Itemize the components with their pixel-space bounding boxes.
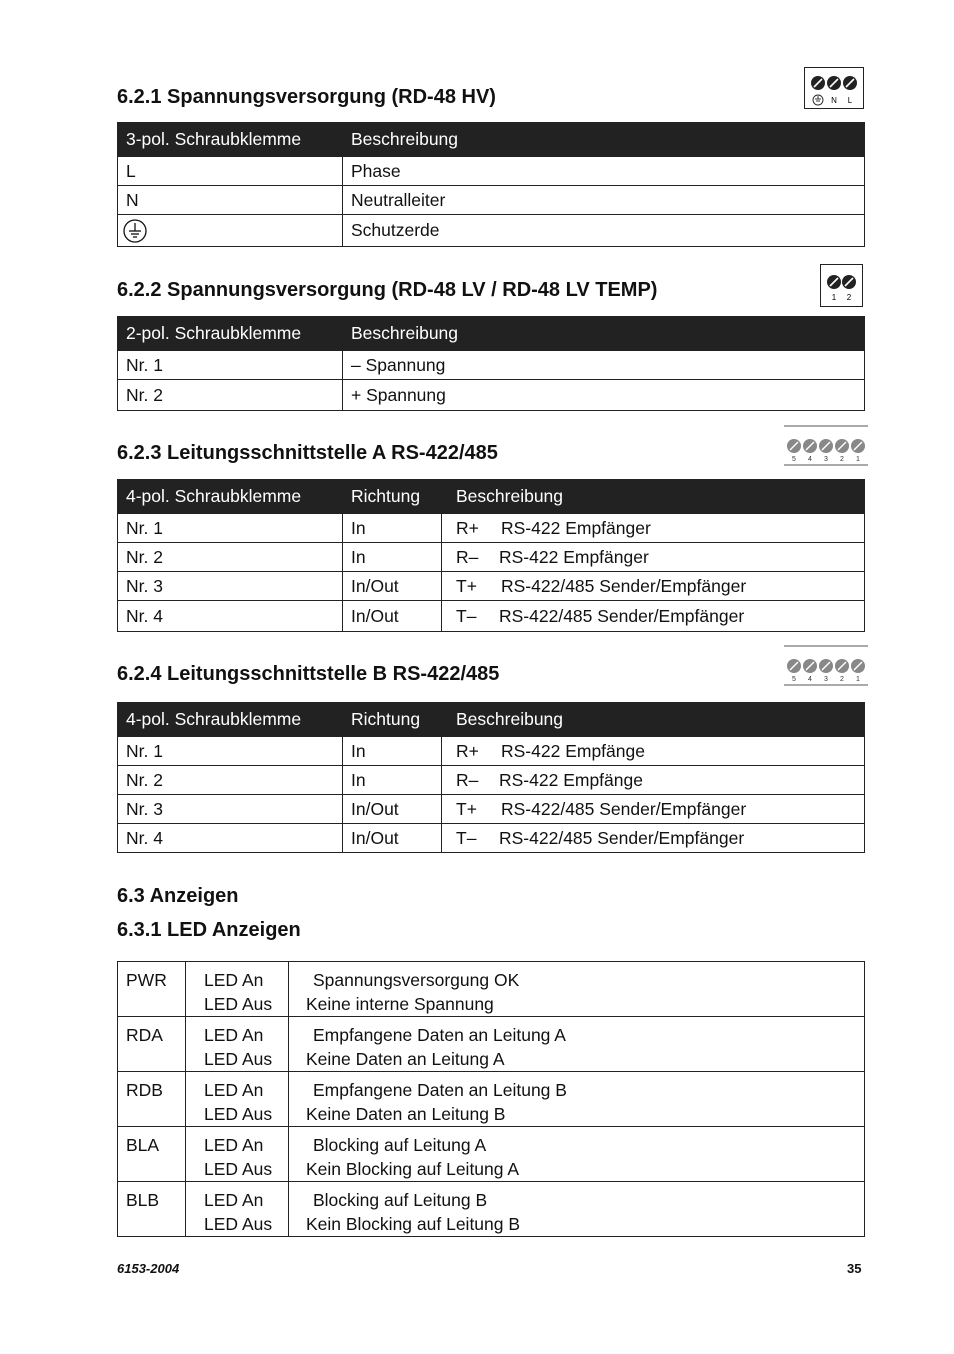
table-row — [118, 824, 865, 853]
column-header: 4-pol. Schraubklemme — [118, 703, 343, 737]
column-header: 4-pol. Schraubklemme — [118, 480, 343, 514]
table-row — [118, 795, 865, 824]
table-cell: In — [343, 514, 442, 543]
table-cell: In — [343, 737, 442, 766]
table-cell: Phase — [343, 157, 865, 186]
table-cell: Nr. 3 — [118, 795, 343, 824]
table-cell: In/Out — [343, 824, 442, 853]
svg-text:1: 1 — [856, 456, 860, 463]
table-row — [118, 572, 865, 601]
table-cell: Schutzerde — [343, 215, 865, 247]
table-cell: BLA — [118, 1127, 186, 1182]
table-interface-a — [117, 479, 865, 632]
table-cell: N — [118, 186, 343, 215]
terminal-2pol-icon — [820, 264, 863, 307]
column-header: Richtung — [343, 703, 442, 737]
svg-text:4: 4 — [808, 456, 812, 463]
svg-text:3: 3 — [824, 456, 828, 463]
table-cell: T+ RS-422/485 Sender/Empfänger — [442, 795, 865, 824]
table-cell: L — [118, 157, 343, 186]
table-row — [118, 766, 865, 795]
table-row — [118, 514, 865, 543]
table-cell: Empfangene Daten an Leitung A Keine Daten an Leitung A — [289, 1017, 865, 1072]
table-cell: R+ RS-422 Empfänger — [442, 514, 865, 543]
protective-earth-icon — [122, 218, 148, 244]
table-cell: Nr. 1 — [118, 351, 343, 380]
table-row — [118, 351, 865, 380]
table-row — [118, 1072, 865, 1127]
table-cell: Nr. 2 — [118, 766, 343, 795]
terminal-label: N — [831, 96, 837, 105]
terminal-5pol-icon — [784, 645, 868, 687]
table-row — [118, 186, 865, 215]
table-cell — [118, 215, 343, 247]
table-cell: Nr. 1 — [118, 514, 343, 543]
table-cell: Nr. 2 — [118, 380, 343, 411]
table-cell: – Spannung — [343, 351, 865, 380]
table-2pol — [117, 316, 865, 411]
table-cell: RDA — [118, 1017, 186, 1072]
terminal-label: 2 — [846, 293, 852, 302]
svg-text:5: 5 — [792, 456, 796, 463]
section-title-6-2-3: 6.2.3 Leitungsschnittstelle A RS-422/485 — [117, 442, 498, 464]
table-cell: PWR — [118, 962, 186, 1017]
terminal-3pol-icon — [804, 67, 864, 109]
table-cell: Nr. 4 — [118, 824, 343, 853]
table-cell: T+ RS-422/485 Sender/Empfänger — [442, 572, 865, 601]
terminal-label: 1 — [831, 293, 837, 302]
table-cell: In — [343, 543, 442, 572]
led-table — [117, 961, 865, 1237]
column-header: Beschreibung — [442, 480, 865, 514]
table-cell: In/Out — [343, 795, 442, 824]
table-cell: RDB — [118, 1072, 186, 1127]
table-cell: In/Out — [343, 572, 442, 601]
table-cell: Nr. 3 — [118, 572, 343, 601]
table-row — [118, 1127, 865, 1182]
table-cell: Blocking auf Leitung B Kein Blocking auf Leitung B — [289, 1182, 865, 1237]
table-cell: T– RS-422/485 Sender/Empfänger — [442, 824, 865, 853]
table-cell: LED An LED Aus — [186, 1127, 289, 1182]
table-row — [118, 737, 865, 766]
table-cell: T– RS-422/485 Sender/Empfänger — [442, 601, 865, 632]
table-cell: LED An LED Aus — [186, 962, 289, 1017]
table-row — [118, 380, 865, 411]
table-cell: Nr. 1 — [118, 737, 343, 766]
table-cell: R– RS-422 Empfänger — [442, 543, 865, 572]
table-row — [118, 157, 865, 186]
table-cell: R– RS-422 Empfänge — [442, 766, 865, 795]
table-row — [118, 601, 865, 632]
section-title-6-3-1: 6.3.1 LED Anzeigen — [117, 919, 301, 941]
table-cell: BLB — [118, 1182, 186, 1237]
table-row — [118, 543, 865, 572]
doc-number: 6153-2004 — [117, 1261, 180, 1276]
table-cell: Empfangene Daten an Leitung B Keine Daten an Leitung B — [289, 1072, 865, 1127]
table-cell: Nr. 4 — [118, 601, 343, 632]
table-cell: LED An LED Aus — [186, 1072, 289, 1127]
terminal-label: L — [847, 96, 853, 105]
table-cell: Nr. 2 — [118, 543, 343, 572]
page-number: 35 — [847, 1261, 862, 1276]
table-row — [118, 215, 865, 247]
svg-text:2: 2 — [840, 456, 844, 463]
table-cell: LED An LED Aus — [186, 1182, 289, 1237]
table-cell: Neutralleiter — [343, 186, 865, 215]
svg-text:1: 1 — [856, 676, 860, 683]
terminal-5pol-icon — [784, 425, 868, 467]
column-header: Beschreibung — [442, 703, 865, 737]
table-cell: In/Out — [343, 601, 442, 632]
table-cell: Spannungsversorgung OK Keine interne Spannung — [289, 962, 865, 1017]
section-title-6-2-4: 6.2.4 Leitungsschnittstelle B RS-422/485 — [117, 663, 500, 685]
table-cell: R+ RS-422 Empfänge — [442, 737, 865, 766]
section-title-6-2-2: 6.2.2 Spannungsversorgung (RD-48 LV / RD-48 LV TEMP) — [117, 279, 658, 301]
svg-text:4: 4 — [808, 676, 812, 683]
section-title-6-3: 6.3 Anzeigen — [117, 885, 239, 907]
column-header: 2-pol. Schraubklemme — [118, 317, 343, 351]
table-cell: In — [343, 766, 442, 795]
table-cell: + Spannung — [343, 380, 865, 411]
table-interface-b — [117, 702, 865, 853]
column-header: Richtung — [343, 480, 442, 514]
column-header: Beschreibung — [343, 123, 865, 157]
table-row — [118, 1017, 865, 1072]
section-title-6-2-1: 6.2.1 Spannungsversorgung (RD-48 HV) — [117, 86, 496, 108]
table-3pol — [117, 122, 865, 247]
column-header: Beschreibung — [343, 317, 865, 351]
svg-text:2: 2 — [840, 676, 844, 683]
table-cell: LED An LED Aus — [186, 1017, 289, 1072]
column-header: 3-pol. Schraubklemme — [118, 123, 343, 157]
table-row — [118, 962, 865, 1017]
svg-text:5: 5 — [792, 676, 796, 683]
table-cell: Blocking auf Leitung A Kein Blocking auf Leitung A — [289, 1127, 865, 1182]
table-row — [118, 1182, 865, 1237]
svg-text:3: 3 — [824, 676, 828, 683]
